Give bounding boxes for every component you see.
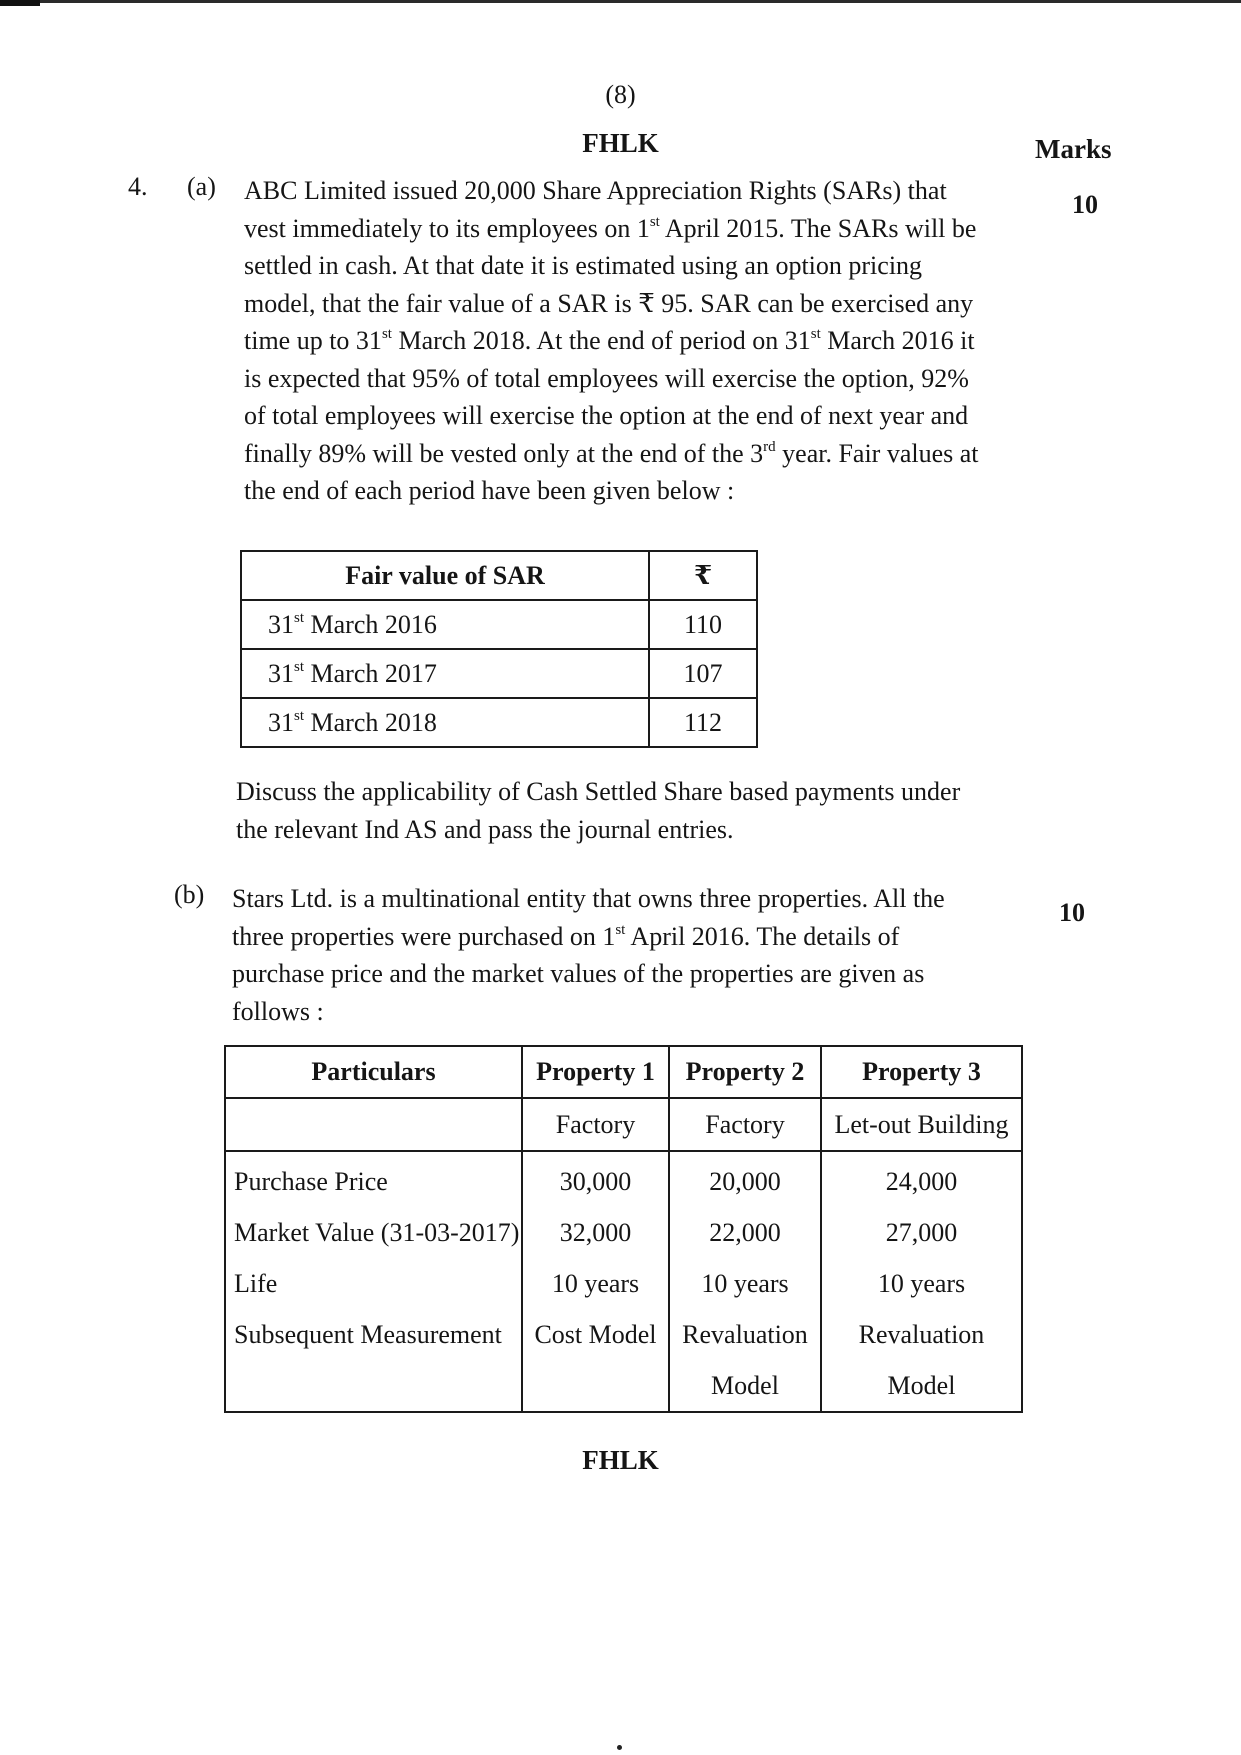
line: of total employees will exercise the option at the end of next year and xyxy=(244,401,969,430)
table-header-row xyxy=(241,551,757,600)
particular-label: Market Value (31-03-2017) xyxy=(234,1218,520,1247)
part-b-label: (b) xyxy=(174,880,205,909)
type-cell: Factory xyxy=(669,1098,821,1151)
part-b-marks: 10 xyxy=(1059,898,1085,927)
value-cell: 22,000 xyxy=(709,1218,781,1247)
scan-edge-line xyxy=(0,0,1241,3)
line: three properties were purchased on 1st April 2016. The details of xyxy=(232,921,900,951)
value-cell: 10 years xyxy=(701,1269,789,1298)
particulars-column xyxy=(225,1151,522,1412)
paper-code-bottom: FHLK xyxy=(582,1445,659,1475)
value-cell: 10 years xyxy=(551,1269,640,1298)
value-cell: 20,000 xyxy=(709,1167,781,1196)
line: purchase price and the market values of the properties are given as xyxy=(232,959,925,988)
table-row xyxy=(241,600,757,649)
property-3-column xyxy=(821,1151,1022,1412)
value-cell: 107 xyxy=(649,649,757,698)
line: the end of each period have been given below : xyxy=(244,476,735,505)
value-cell: Model xyxy=(887,1371,956,1400)
date-cell: 31st March 2016 xyxy=(241,600,649,649)
line: ABC Limited issued 20,000 Share Appreciation Rights (SARs) that xyxy=(244,176,947,205)
line: is expected that 95% of total employees will exercise the option, 92% xyxy=(244,363,969,393)
page-number: (8) xyxy=(605,80,636,109)
part-a-body xyxy=(244,172,1019,510)
particular-label xyxy=(234,1360,521,1411)
particular-label: Life xyxy=(234,1269,278,1298)
table-header-row xyxy=(225,1046,1022,1098)
line: model, that the fair value of a SAR is ₹ 95. SAR can be exercised any xyxy=(244,288,974,318)
date-cell: 31st March 2017 xyxy=(241,649,649,698)
question-number: 4. xyxy=(128,172,148,201)
value-cell xyxy=(523,1360,668,1411)
header-property-2: Property 2 xyxy=(669,1046,821,1098)
type-label-cell xyxy=(225,1098,522,1151)
property-2-column xyxy=(669,1151,821,1412)
value-cell: 30,000 xyxy=(559,1167,632,1196)
line: finally 89% will be vested only at the end of the 3rd year. Fair values at xyxy=(244,438,979,468)
value-cell: Revaluation xyxy=(682,1320,808,1349)
header-rupee: ₹ xyxy=(649,551,757,600)
paper-code-top: FHLK xyxy=(582,128,659,158)
scan-dot xyxy=(617,1745,622,1750)
table-row xyxy=(241,649,757,698)
value-cell: 110 xyxy=(649,600,757,649)
type-cell: Let-out Building xyxy=(821,1098,1022,1151)
table-row xyxy=(241,698,757,747)
value-cell: 24,000 xyxy=(885,1167,958,1196)
scan-edge-mark xyxy=(0,0,40,6)
part-b-body xyxy=(232,880,1007,1030)
property-table xyxy=(224,1045,1023,1413)
type-cell: Factory xyxy=(522,1098,669,1151)
header-particulars: Particulars xyxy=(225,1046,522,1098)
particular-label: Subsequent Measurement xyxy=(234,1320,502,1349)
line: vest immediately to its employees on 1st April 2015. The SARs will be xyxy=(244,213,977,243)
part-a-label: (a) xyxy=(187,172,216,201)
header-property-1: Property 1 xyxy=(522,1046,669,1098)
part-a-marks: 10 xyxy=(1072,190,1098,219)
line: Stars Ltd. is a multinational entity that owns three properties. All the xyxy=(232,884,945,913)
header-fair-value: Fair value of SAR xyxy=(241,551,649,600)
value-cell: Model xyxy=(711,1371,779,1400)
value-cell: Cost Model xyxy=(534,1320,657,1349)
marks-heading: Marks xyxy=(1035,134,1112,164)
date-cell: 31st March 2018 xyxy=(241,698,649,747)
property-1-column xyxy=(522,1151,669,1412)
line: time up to 31st March 2018. At the end of period on 31st March 2016 it xyxy=(244,326,975,355)
line: follows : xyxy=(232,996,324,1026)
part-a-closing xyxy=(236,773,1011,848)
line: settled in cash. At that date it is estimated using an option pricing xyxy=(244,251,923,280)
line: the relevant Ind AS and pass the journal entries. xyxy=(236,814,734,844)
table-body-row xyxy=(225,1151,1022,1412)
line: Discuss the applicability of Cash Settled Share based payments under xyxy=(236,777,961,806)
fair-value-table xyxy=(240,550,758,748)
value-cell: 32,000 xyxy=(559,1218,632,1247)
value-cell: Revaluation xyxy=(858,1320,985,1349)
value-cell: 112 xyxy=(649,698,757,747)
table-row xyxy=(225,1098,1022,1151)
header-property-3: Property 3 xyxy=(821,1046,1022,1098)
value-cell: 10 years xyxy=(877,1269,966,1298)
particular-label: Purchase Price xyxy=(234,1167,388,1196)
value-cell: 27,000 xyxy=(885,1218,958,1247)
